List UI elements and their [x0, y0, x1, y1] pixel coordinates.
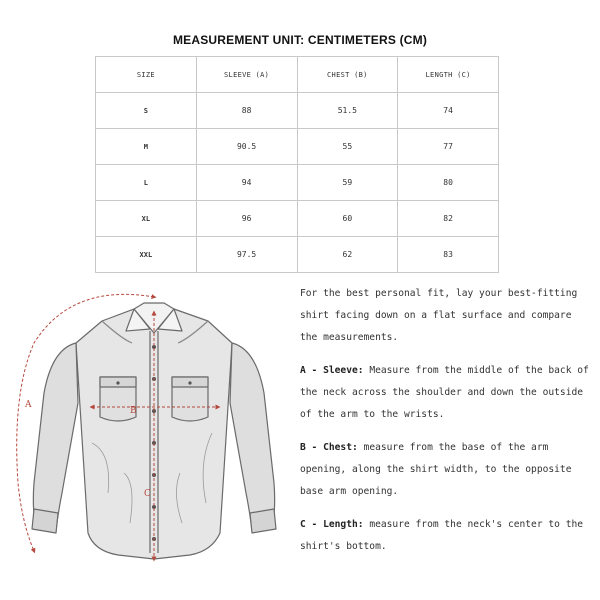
measurement-instructions	[300, 283, 590, 569]
table-row	[96, 165, 499, 201]
label-b: B	[130, 406, 137, 416]
length-cell: 83	[398, 237, 499, 273]
size-cell: L	[96, 165, 197, 201]
length-cell: 77	[398, 129, 499, 165]
chest-text: measure from the base of the arm opening, along the shirt width, to the opposite base arm opening.	[300, 442, 572, 497]
length-label: C - Length:	[300, 519, 364, 530]
header-chest: CHEST (B)	[297, 57, 398, 93]
chest-cell: 51.5	[297, 93, 398, 129]
table-row	[96, 129, 499, 165]
page-title: MEASUREMENT UNIT: CENTIMETERS (CM)	[172, 33, 428, 47]
table-header-row	[96, 57, 499, 93]
chest-label: B - Chest:	[300, 442, 358, 453]
table-row	[96, 93, 499, 129]
header-size: SIZE	[96, 57, 197, 93]
length-cell: 82	[398, 201, 499, 237]
chest-cell: 60	[297, 201, 398, 237]
chest-instruction	[300, 437, 590, 503]
size-cell: XL	[96, 201, 197, 237]
sleeve-cell: 90.5	[196, 129, 297, 165]
size-cell: S	[96, 93, 197, 129]
sleeve-text: Measure from the middle of the back of the neck across the shoulder and down the outside of the arm to the wrists.	[300, 365, 589, 420]
chest-cell: 62	[297, 237, 398, 273]
table-row	[96, 237, 499, 273]
length-instruction	[300, 514, 590, 558]
label-a: A	[25, 400, 32, 410]
label-c: C	[144, 489, 151, 499]
sleeve-cell: 97.5	[196, 237, 297, 273]
chest-cell: 59	[297, 165, 398, 201]
size-cell: M	[96, 129, 197, 165]
sleeve-label: A - Sleeve:	[300, 365, 364, 376]
sleeve-cell: 94	[196, 165, 297, 201]
header-sleeve: SLEEVE (A)	[196, 57, 297, 93]
sleeve-cell: 96	[196, 201, 297, 237]
length-text: measure from the neck's center to the shirt's bottom.	[300, 519, 584, 552]
chest-cell: 55	[297, 129, 398, 165]
header-length: LENGTH (C)	[398, 57, 499, 93]
shirt-measurement-diagram	[12, 283, 294, 583]
size-chart-table	[95, 56, 499, 273]
table-row	[96, 201, 499, 237]
sleeve-instruction	[300, 360, 590, 426]
sleeve-cell: 88	[196, 93, 297, 129]
size-cell: XXL	[96, 237, 197, 273]
length-cell: 80	[398, 165, 499, 201]
intro-text: For the best personal fit, lay your best-fitting shirt facing down on a flat surface and compare the measurements.	[300, 288, 578, 343]
length-cell: 74	[398, 93, 499, 129]
